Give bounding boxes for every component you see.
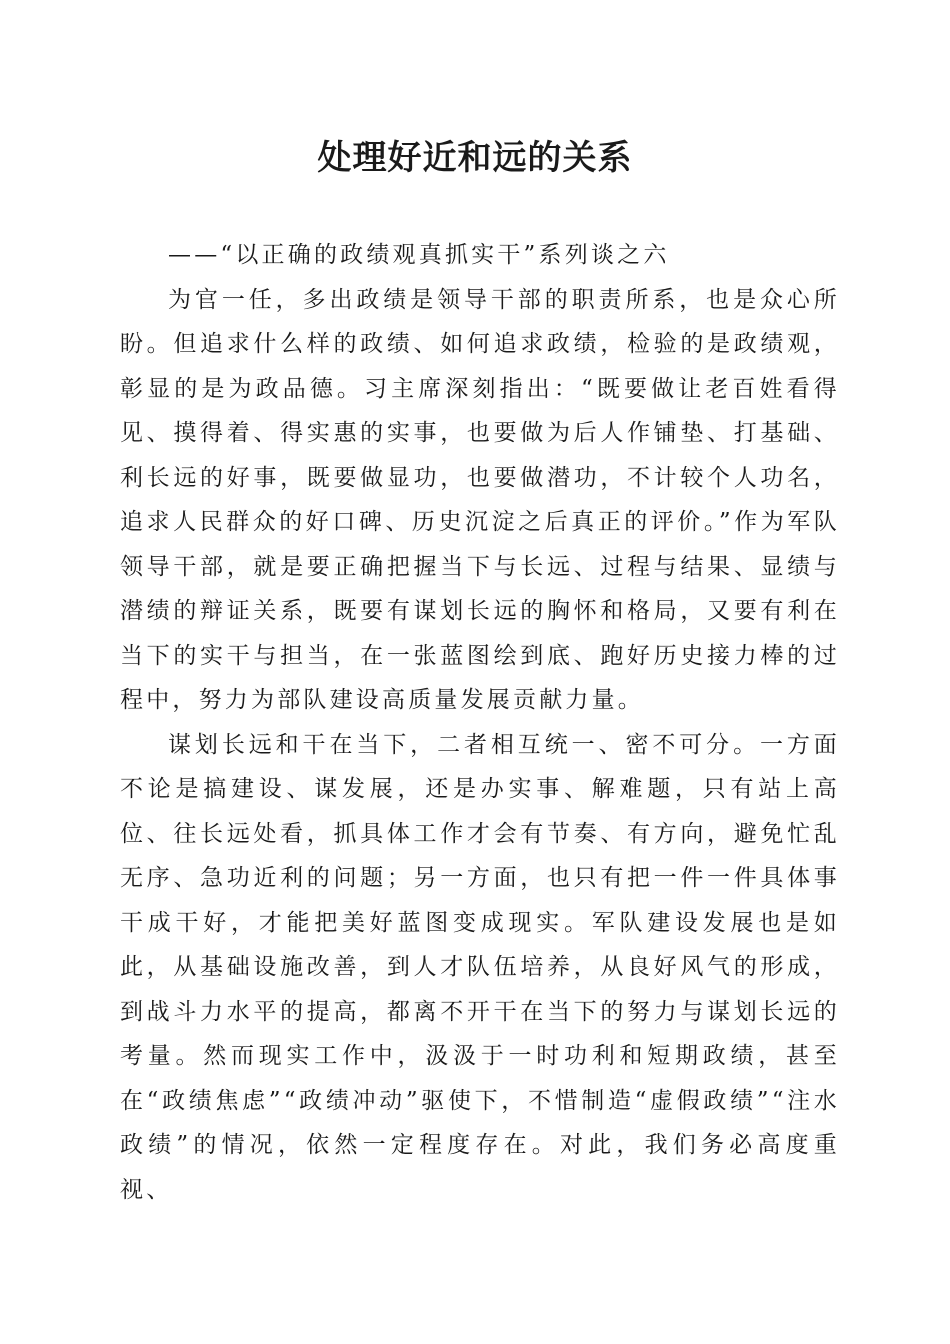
paragraph-1: 为官一任，多出政绩是领导干部的职责所系，也是众心所盼。但追求什么样的政绩、如何追求政绩，检验的是政绩观，彰显的是为政品德。习主席深刻指出：“既要做让老百姓看得见、摸得着、得实惠的实事，也要做为后人作铺垫、打基础、利长远的好事，既要做显功，也要做潜功，不计较个人功名，追求人民群众的好口碑、历史沉淀之后真正的评价。”作为军队领导干部，就是要正确把握当下与长远、过程与结果、显绩与潜绩的辩证关系，既要有谋划长远的胸怀和格局，又要有利在当下的实干与担当，在一张蓝图绘到底、跑好历史接力棒的过程中，努力为部队建设高质量发展贡献力量。 <box>120 286 840 713</box>
article-subtitle: ——“以正确的政绩观真抓实干”系列谈之六 <box>168 242 670 268</box>
paragraph-2: 谋划长远和干在当下，二者相互统一、密不可分。一方面不论是搞建设、谋发展，还是办实事、解难题，只有站上高位、往长远处看，抓具体工作才会有节奏、有方向，避免忙乱无序、急功近利的问题；另一方面，也只有把一件一件具体事干成干好，才能把美好蓝图变成现实。军队建设发展也是如此，从基础设施改善，到人才队伍培养，从良好风气的形成，到战斗力水平的提高，都离不开干在当下的努力与谋划长远的考量。然而现实工作中，汲汲于一时功利和短期政绩，甚至在“政绩焦虑”“政绩冲动”驱使下，不惜制造“虚假政绩”“注水政绩”的情况，依然一定程度存在。对此，我们务必高度重视、 <box>120 731 840 1203</box>
article-body <box>120 233 840 1212</box>
page-title: 处理好近和远的关系 <box>317 138 633 178</box>
